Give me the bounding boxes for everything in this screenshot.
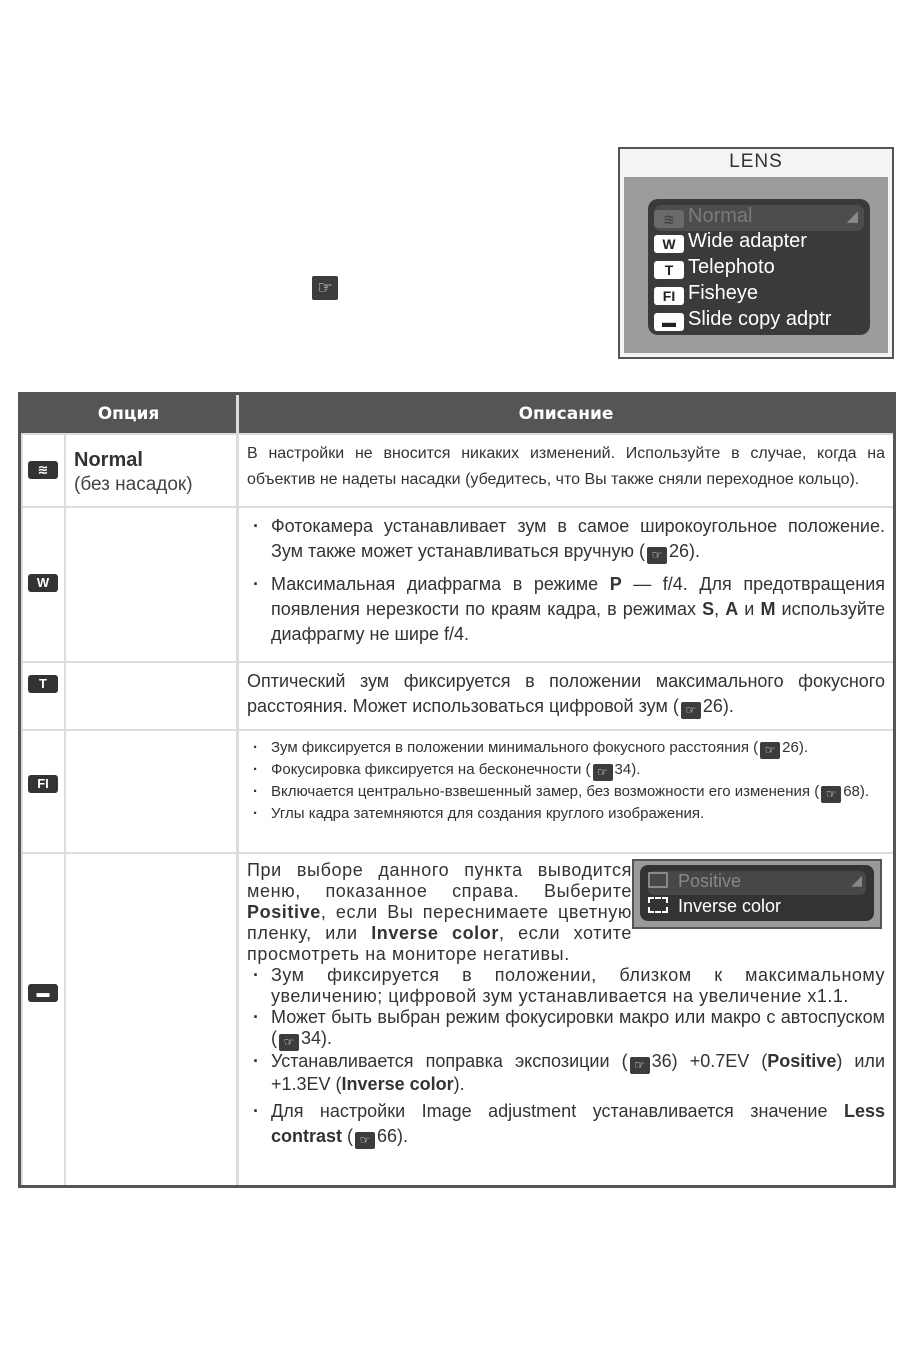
lens-item-label: Fisheye (688, 282, 759, 304)
row-tele-icon-cell (23, 663, 64, 729)
bullet-item: · Максимальная диафрагма в режиме P — f/4. Для предотвращения появления нерезкости по краям кадра, в режимах S, A и M используйте диафрагму не шире f/4. (247, 572, 885, 647)
menu-item-label: Positive (678, 871, 742, 891)
normal-icon: ≋ (28, 461, 58, 479)
menu-item-inverse-color[interactable] (648, 896, 866, 920)
option-description: Оптический зум фиксируется в положении максимального фокусного расстояния. Может использоваться цифровой зум ( ☞ 26). (247, 671, 885, 717)
reference-icon: ☞ (355, 1132, 375, 1149)
lens-item-label: Wide adapter (688, 230, 807, 252)
row-normal-name-cell (66, 435, 236, 506)
reference-icon: ☞ (630, 1057, 650, 1074)
slide-copy-icon: ▬ (28, 984, 58, 1002)
row-normal-desc-cell (239, 435, 893, 506)
menu-corner-icon: ◢ (851, 872, 862, 888)
row-slide-desc-cell (239, 854, 893, 1185)
row-normal-icon-cell (23, 435, 64, 506)
lens-item-telephoto[interactable] (654, 256, 864, 282)
positive-inverse-list (640, 865, 874, 921)
fisheye-icon: FI (654, 287, 684, 305)
menu-corner-icon: ◢ (846, 208, 858, 225)
reference-icon: ☞ (312, 276, 338, 300)
bullet-item: · Может быть выбран режим фокусировки макро или макро с автоспуском ( ☞ 34). (247, 1007, 885, 1051)
header-description: Описание (239, 395, 893, 433)
lens-menu-list (648, 199, 870, 335)
wide-adapter-icon: W (28, 574, 58, 592)
lens-item-slide-copy[interactable] (654, 308, 864, 334)
bullet-item: · Фотокамера устанавливает зум в самое широкоугольное положение. Зум также может устанавливаться вручную ( ☞ 26). (247, 514, 885, 564)
reference-icon: ☞ (821, 786, 841, 803)
lens-item-label: Telephoto (688, 256, 775, 278)
lens-item-label: Normal (688, 205, 753, 227)
lens-menu-screenshot (618, 147, 894, 359)
slide-copy-icon: ▬ (654, 313, 684, 331)
menu-item-label: Inverse color (678, 896, 782, 916)
lens-options-table (18, 392, 896, 1188)
bullet-item: · Углы кадра затемняются для создания круглого изображения. (247, 803, 885, 824)
slide-intro: При выборе данного пункта выводится меню, показанное справа. Выберите Positive, если Вы переснимаете цветную пленку, или Inverse color, если хотите просмотреть на мониторе негативы. (247, 860, 633, 964)
bullet-item: · Для настройки Image adjustment устанавливается значение Less contrast ( ☞ 66). (247, 1099, 885, 1149)
row-wide-icon-cell (23, 508, 64, 661)
row-fisheye-icon-cell (23, 731, 64, 852)
bullet-item: · Зум фиксируется в положении, близком к максимальному увеличению; цифровой зум устанавливается на увеличение x1.1. (247, 965, 885, 1007)
reference-icon: ☞ (593, 764, 613, 781)
row-wide-desc-cell (239, 508, 893, 661)
lens-item-normal[interactable] (654, 205, 864, 231)
telephoto-icon: T (28, 675, 58, 693)
inverse-color-icon (648, 897, 668, 913)
bullet-item: · Включается центрально-взвешенный замер, без возможности его изменения ( ☞ 68). (247, 781, 885, 803)
reference-icon: ☞ (647, 547, 667, 564)
lens-item-fisheye[interactable] (654, 282, 864, 308)
normal-icon: ≋ (654, 210, 684, 228)
positive-icon (648, 872, 668, 888)
wide-adapter-icon: W (654, 235, 684, 253)
row-slide-icon-cell (23, 854, 64, 1185)
bullet-item: · Зум фиксируется в положении минимального фокусного расстояния ( ☞ 26). (247, 737, 885, 759)
row-tele-desc-cell (239, 663, 893, 729)
row-fisheye-name-cell (66, 731, 236, 852)
bullet-item: · Фокусировка фиксируется на бесконечности ( ☞ 34). (247, 759, 885, 781)
bullet-item: · Устанавливается поправка экспозиции ( ☞ 36) +0.7EV (Positive) или +1.3EV (Inverse color). (247, 1051, 885, 1095)
reference-icon: ☞ (760, 742, 780, 759)
row-slide-name-cell (66, 854, 236, 1185)
lens-item-wide-adapter[interactable] (654, 230, 864, 256)
fisheye-icon: FI (28, 775, 58, 793)
row-tele-name-cell (66, 663, 236, 729)
row-fisheye-desc-cell (239, 731, 893, 852)
header-option: Опция (21, 395, 236, 433)
reference-icon: ☞ (279, 1034, 299, 1051)
positive-inverse-menu (632, 859, 882, 929)
telephoto-icon: T (654, 261, 684, 279)
lens-menu-title: LENS (729, 151, 783, 172)
reference-icon: ☞ (681, 702, 701, 719)
menu-item-positive[interactable] (648, 871, 866, 895)
option-description: В настройки не вносится никаких изменений. Используйте в случае, когда на объектив не надеты насадки (убедитесь, что Вы также сняли переходное кольцо). (247, 445, 885, 488)
lens-item-label: Slide copy adptr (688, 308, 832, 330)
lens-menu-screen (624, 177, 888, 353)
option-subname: (без насадок) (74, 474, 193, 495)
option-name: Normal (74, 449, 143, 471)
row-wide-name-cell (66, 508, 236, 661)
